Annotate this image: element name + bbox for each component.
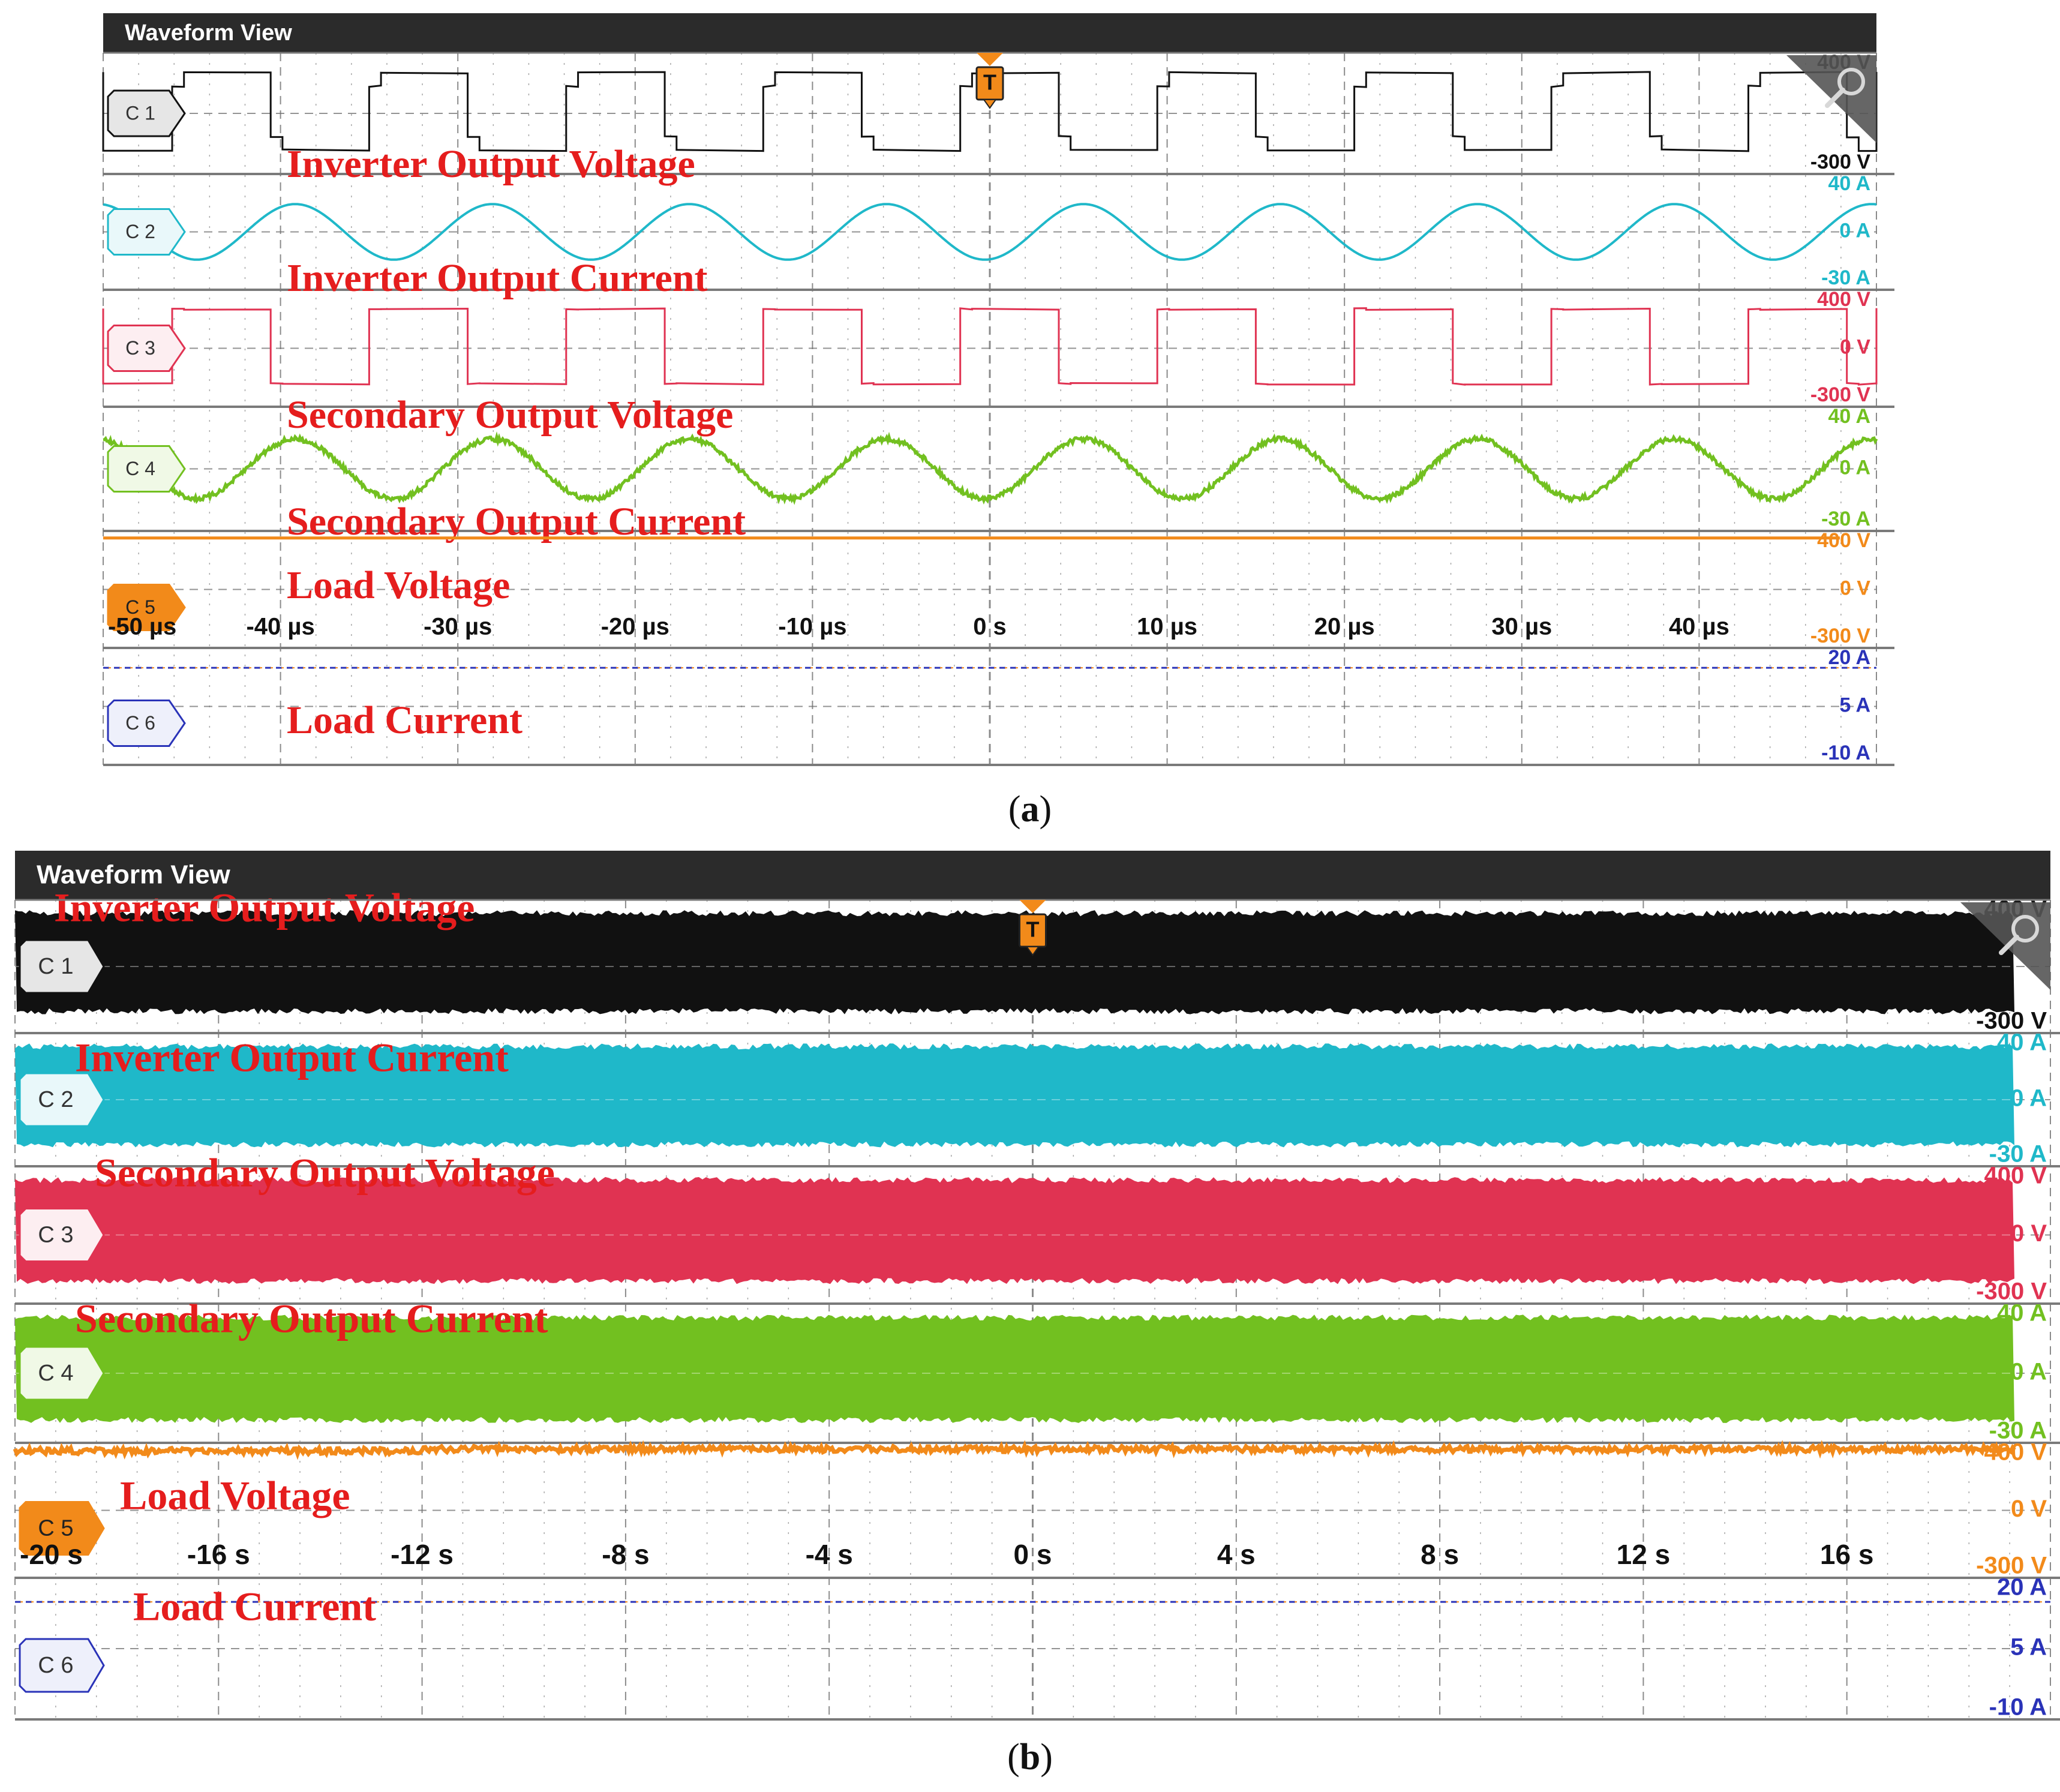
time-tick-label: 16 s [1819,1539,1874,1571]
channel-badge-c4[interactable] [20,1347,104,1400]
time-tick-label: 20 µs [1314,613,1375,640]
channel-annotation: Secondary Output Voltage [287,393,734,437]
channel-6 [15,1574,2060,1721]
channel-annotation: Inverter Output Voltage [54,884,475,930]
scale-label: -10 A [1989,1694,2047,1721]
waveform-trace [15,1446,2014,1454]
time-tick-label: 30 µs [1491,613,1552,640]
time-tick-label: 40 µs [1668,613,1729,640]
scale-label: 40 A [1996,1029,2047,1056]
caption-paren-close: ) [1040,1737,1053,1778]
scale-label: -10 A [1821,741,1870,764]
channel-annotation: Secondary Output Current [75,1295,548,1341]
time-tick-label: -20 µs [600,613,669,640]
scale-label: -30 A [1989,1417,2047,1444]
channel-badge-c3[interactable] [20,1209,104,1262]
scale-label: 5 A [1839,694,1870,717]
scale-label: 400 V [1817,287,1870,311]
channel-badge-label: C 5 [38,1515,74,1541]
trigger-marker[interactable] [977,53,1003,108]
time-tick-label: 0 s [973,613,1007,640]
channel-badge-label: C 6 [125,712,155,734]
scale-label: -300 V [1976,1552,2047,1579]
channel-annotation: Load Voltage [120,1472,350,1518]
scale-label: -30 A [1989,1140,2047,1167]
zoom-icon[interactable] [1786,55,1876,143]
channel-badge-c3[interactable] [108,326,185,371]
waveform-panel-a [103,13,1894,830]
caption-paren-close: ) [1039,789,1052,830]
channel-annotation: Load Current [133,1583,376,1629]
time-tick-label: -10 µs [778,613,847,640]
trigger-marker[interactable] [1020,900,1046,955]
channel-badge-label: C 2 [38,1087,74,1113]
time-tick-label: 8 s [1421,1539,1460,1571]
channel-badge-c4[interactable] [108,446,185,492]
channel-annotation: Load Voltage [287,563,511,608]
scale-label: -300 V [1810,624,1870,647]
channel-badge-c6[interactable] [20,1639,104,1692]
channel-badge-label: C 3 [125,337,155,359]
channel-badge-label: C 3 [38,1222,74,1248]
channel-3 [103,288,1894,437]
title-bar-text: Waveform View [125,20,292,46]
scale-label: -300 V [1810,150,1870,173]
scale-label: -300 V [1976,1007,2047,1034]
channel-badge-label: C 1 [125,102,155,124]
time-tick-label: 12 s [1616,1539,1671,1571]
scale-label: 0 V [1839,335,1870,359]
scale-label: 0 V [1839,577,1870,600]
channel-annotation: Secondary Output Voltage [95,1149,555,1196]
scale-label: -30 A [1821,266,1870,289]
channel-badge-label: C 1 [38,954,74,980]
channel-4 [15,1296,2060,1444]
trigger-label: T [983,70,996,95]
plot-area [103,51,1894,765]
scale-label: -30 A [1821,507,1870,530]
scale-label: 400 V [1984,1439,2047,1466]
time-tick-label: -20 s [20,1539,83,1571]
channel-badge-label: C 2 [125,220,155,242]
channel-annotation: Load Current [287,698,522,743]
channel-annotation: Inverter Output Voltage [287,142,695,187]
caption-paren-open: ( [1007,1737,1020,1778]
trigger-pointer-icon [984,100,996,108]
caption-letter: a [1020,789,1040,830]
channel-badge-label: C 4 [125,457,155,479]
time-tick-label: -12 s [391,1539,454,1571]
title-bar-text: Waveform View [37,860,230,890]
time-tick-label: 4 s [1217,1539,1256,1571]
channel-annotation: Inverter Output Current [75,1034,509,1080]
scale-label: 20 A [1996,1574,2047,1601]
channel-badge-c1[interactable] [20,940,104,993]
scale-label: 0 V [2010,1496,2047,1523]
time-tick-label: -40 µs [246,613,315,640]
scale-label: -300 V [1976,1278,2047,1305]
scale-label: 40 A [1828,404,1870,428]
time-tick-label: 10 µs [1137,613,1198,640]
time-tick-label: 0 s [1013,1539,1052,1571]
channel-badge-c6[interactable] [108,701,185,746]
scale-label: 0 V [2010,1220,2047,1247]
scale-label: 40 A [1996,1299,2047,1326]
scale-label: 400 V [1984,1162,2047,1189]
scale-label: 0 A [1839,219,1870,242]
channel-badge-c2[interactable] [20,1073,104,1126]
channel-annotation: Inverter Output Current [287,256,708,301]
time-tick-label: -16 s [187,1539,250,1571]
panel-caption [1008,789,1052,830]
scale-label: -300 V [1810,383,1870,406]
scale-label: 40 A [1828,172,1870,195]
channel-badge-label: C 4 [38,1361,74,1386]
caption-letter: b [1019,1737,1041,1778]
channel-badge-label: C 6 [38,1653,74,1679]
trigger-arrow-icon [977,53,1003,66]
trigger-label: T [1026,917,1040,942]
channel-badge-c1[interactable] [108,91,185,136]
caption-paren-open: ( [1008,789,1021,830]
scale-label: 5 A [2010,1634,2047,1661]
channel-6 [103,646,1894,765]
title-bar [103,13,1876,53]
scale-label: 400 V [1817,529,1870,552]
time-tick-label: -4 s [805,1539,853,1571]
scale-label: 0 A [2010,1085,2047,1112]
scale-label: 20 A [1828,646,1870,669]
channel-2 [103,172,1894,300]
channel-annotation: Secondary Output Current [287,500,746,544]
channel-badge-c2[interactable] [108,209,185,255]
scale-label: 0 A [1839,456,1870,479]
time-tick-label: -30 µs [424,613,493,640]
waveform-panel-b [15,851,2060,1778]
plot-area [15,885,2060,1721]
time-tick-label: -8 s [602,1539,650,1571]
time-tick-label: -50 µs [108,613,177,640]
scale-label: 0 A [2010,1358,2047,1385]
panel-caption [1007,1737,1053,1778]
channel-badge-label: C 5 [125,596,155,618]
channel-2 [15,1029,2060,1167]
trigger-arrow-icon [1020,900,1046,913]
channel-3 [15,1150,2060,1305]
